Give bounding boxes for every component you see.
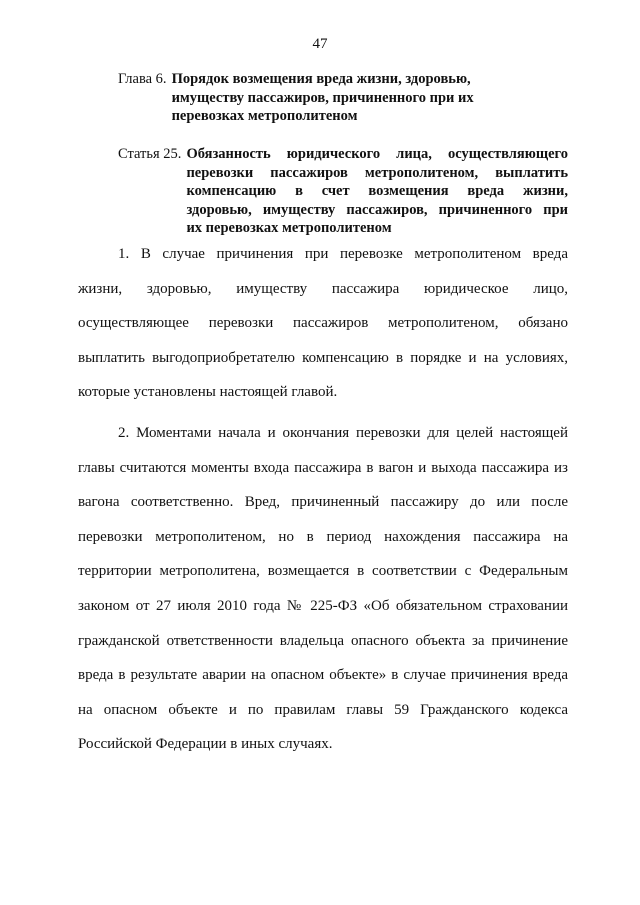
paragraph-line: осуществляющее перевозки пассажиров метрополитеном, обязано: [78, 315, 568, 332]
paragraph-line: главы считаются моменты входа пассажира в вагон и выхода пассажира из: [78, 459, 568, 476]
chapter-title-line: Порядок возмещения вреда жизни, здоровью,: [171, 71, 471, 87]
paragraph-line: 2. Моментами начала и окончания перевозки для целей настоящей: [118, 424, 568, 441]
paragraph-line: на опасном объекте и по правилам главы 59 Гражданского кодекса: [78, 701, 568, 718]
paragraph-2: [78, 423, 568, 769]
chapter-title-line: имуществу пассажиров, причиненного при их: [171, 89, 474, 106]
paragraph-line: вреда в результате аварии на опасном объекте» в случае причинения вреда: [78, 667, 568, 684]
paragraph-line: которые установлены настоящей главой.: [78, 384, 338, 401]
paragraph-line: законом от 27 июля 2010 года № 225-ФЗ «Об обязательном страховании: [78, 597, 568, 614]
paragraph-line: 1. В случае причинения при перевозке метрополитеном вреда: [118, 246, 568, 262]
chapter-heading: [118, 70, 474, 126]
paragraph-line: Российской Федерации в иных случаях.: [78, 736, 333, 753]
article-title-line: перевозки пассажиров метрополитеном, выплатить: [186, 164, 568, 181]
article-title: [186, 145, 568, 238]
paragraph-line: вагона соответственно. Вред, причиненный пассажиру до или после: [78, 494, 568, 511]
paragraph-1: [78, 244, 568, 417]
paragraph-line: жизни, здоровью, имуществу пассажира юридическое лицо,: [78, 280, 568, 297]
article-title-line: их перевозках метрополитеном: [186, 220, 392, 236]
paragraph-line: выплатить выгодоприобретателю компенсацию в порядке и на условиях,: [78, 349, 568, 366]
paragraph-line: перевозки метрополитеном, но в период нахождения пассажира на: [78, 528, 568, 545]
article-label: Статья 25.: [118, 146, 182, 162]
article-body: [78, 244, 568, 769]
paragraph-line: территории метрополитена, возмещается в соответствии с Федеральным: [78, 563, 568, 580]
chapter-title-line: перевозках метрополитеном: [171, 108, 358, 124]
article-title-line: здоровью, имуществу пассажиров, причиненного при: [186, 201, 568, 218]
article-title-line: Обязанность юридического лица, осуществляющего: [186, 146, 568, 162]
chapter-title: [172, 70, 474, 126]
page-number: 47: [312, 36, 328, 52]
article-title-line: компенсацию в счет возмещения вреда жизни,: [186, 183, 568, 199]
article-heading: [118, 145, 568, 238]
paragraph-line: гражданской ответственности владельца опасного объекта за причинение: [78, 632, 568, 649]
chapter-label: Глава 6.: [118, 71, 167, 87]
